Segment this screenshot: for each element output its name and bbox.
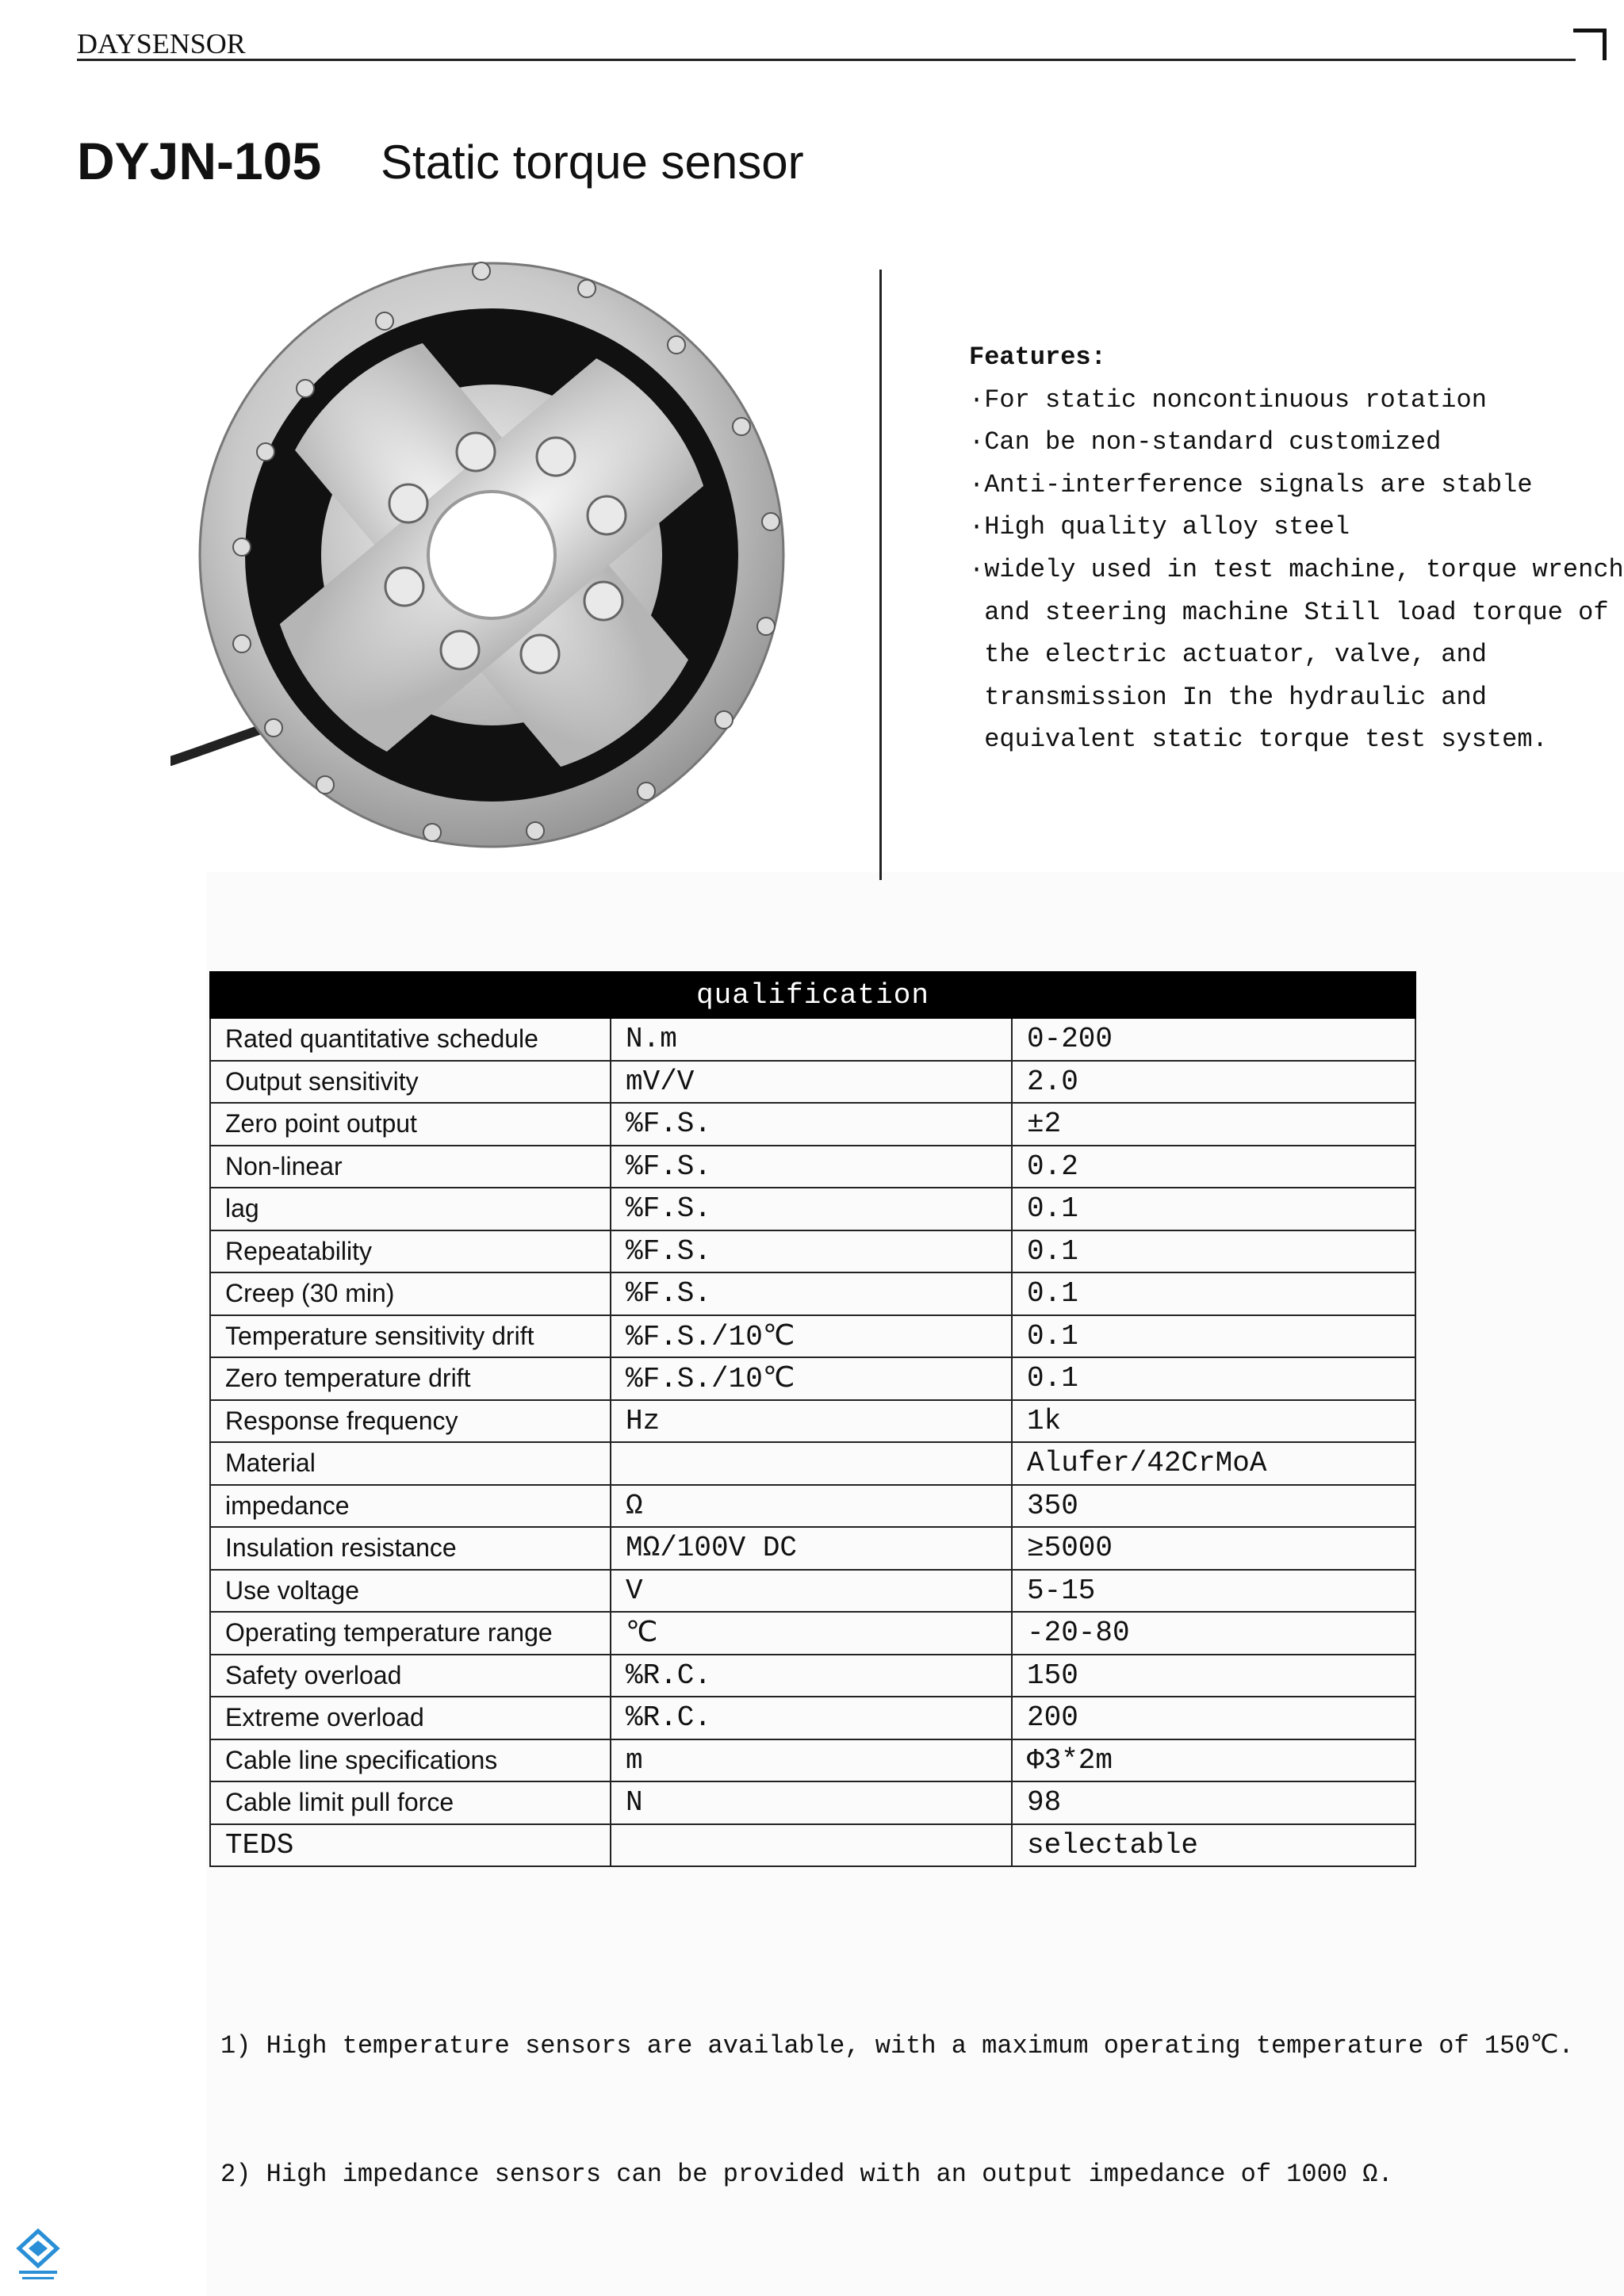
- unit-cell: ℃: [611, 1612, 1012, 1655]
- unit-cell: %F.S.: [611, 1188, 1012, 1230]
- value-cell: 0.1: [1012, 1315, 1415, 1358]
- header-rule: [77, 59, 1576, 61]
- unit-cell: %F.S./10℃: [611, 1357, 1012, 1400]
- param-cell: Extreme overload: [210, 1697, 611, 1739]
- feature-line: and steering machine Still load torque of: [969, 597, 1609, 627]
- value-cell: 350: [1012, 1485, 1415, 1528]
- unit-cell: %F.S.: [611, 1272, 1012, 1315]
- param-cell: impedance: [210, 1485, 611, 1528]
- feature-line: the electric actuator, valve, and: [969, 640, 1487, 670]
- param-cell: Repeatability: [210, 1230, 611, 1273]
- param-cell: Zero temperature drift: [210, 1357, 611, 1400]
- value-cell: 0.1: [1012, 1272, 1415, 1315]
- value-cell: 1k: [1012, 1400, 1415, 1443]
- feature-line: transmission In the hydraulic and: [969, 682, 1487, 712]
- param-cell: Creep (30 min): [210, 1272, 611, 1315]
- value-cell: 2.0: [1012, 1061, 1415, 1104]
- table-row: [210, 1188, 1415, 1230]
- value-cell: Alufer/42CrMoA: [1012, 1442, 1415, 1485]
- model-number: DYJN-105: [77, 132, 322, 190]
- param-cell: Rated quantitative schedule: [210, 1018, 611, 1061]
- unit-cell: mV/V: [611, 1061, 1012, 1104]
- unit-cell: Ω: [611, 1485, 1012, 1528]
- note-line: 2) High impedance sensors can be provided with an output impedance of 1000 Ω.: [220, 2160, 1393, 2189]
- table-row: [210, 1357, 1415, 1400]
- features-title: Features:: [969, 342, 1106, 372]
- table-row: [210, 1739, 1415, 1782]
- value-cell: -20-80: [1012, 1612, 1415, 1655]
- unit-cell: %F.S.: [611, 1146, 1012, 1188]
- param-cell: Use voltage: [210, 1570, 611, 1613]
- company-logo-icon: [14, 2228, 62, 2283]
- table-row: [210, 1230, 1415, 1273]
- table-row: [210, 1612, 1415, 1655]
- unit-cell: %F.S./10℃: [611, 1315, 1012, 1358]
- value-cell: 200: [1012, 1697, 1415, 1739]
- unit-cell: %F.S.: [611, 1103, 1012, 1146]
- table-header-row: [210, 972, 1415, 1018]
- table-row: [210, 1527, 1415, 1570]
- table-row: [210, 1018, 1415, 1061]
- table-row: [210, 1103, 1415, 1146]
- brand-name: DAYSENSOR: [77, 28, 246, 59]
- product-subtitle: Static torque sensor: [381, 136, 804, 189]
- unit-cell: [611, 1824, 1012, 1867]
- unit-cell: Hz: [611, 1400, 1012, 1443]
- unit-cell: %F.S.: [611, 1230, 1012, 1273]
- note-line: 1) High temperature sensors are available, with a maximum operating temperature of 150℃.: [220, 2031, 1574, 2061]
- feature-line: ·High quality alloy steel: [969, 512, 1350, 542]
- table-row: [210, 1655, 1415, 1697]
- param-cell: Material: [210, 1442, 611, 1485]
- table-row: [210, 1781, 1415, 1824]
- param-cell: Non-linear: [210, 1146, 611, 1188]
- param-cell: TEDS: [210, 1824, 611, 1867]
- feature-line: ·widely used in test machine, torque wrench: [969, 554, 1624, 584]
- vertical-divider: [879, 270, 882, 880]
- value-cell: 150: [1012, 1655, 1415, 1697]
- value-cell: 0.1: [1012, 1188, 1415, 1230]
- param-cell: Output sensitivity: [210, 1061, 611, 1104]
- feature-line: ·Anti-interference signals are stable: [969, 469, 1533, 499]
- table-row: [210, 1570, 1415, 1613]
- value-cell: 98: [1012, 1781, 1415, 1824]
- table-row: [210, 1272, 1415, 1315]
- feature-line: ·Can be non-standard customized: [969, 427, 1442, 457]
- param-cell: Zero point output: [210, 1103, 611, 1146]
- param-cell: Insulation resistance: [210, 1527, 611, 1570]
- value-cell: 0.1: [1012, 1357, 1415, 1400]
- table-header: qualification: [210, 972, 1415, 1018]
- table-row: [210, 1315, 1415, 1358]
- table-row: [210, 1442, 1415, 1485]
- unit-cell: N.m: [611, 1018, 1012, 1061]
- param-cell: Cable line specifications: [210, 1739, 611, 1782]
- value-cell: 0.2: [1012, 1146, 1415, 1188]
- param-cell: lag: [210, 1188, 611, 1230]
- table-row: [210, 1485, 1415, 1528]
- value-cell: 0-200: [1012, 1018, 1415, 1061]
- param-cell: Temperature sensitivity drift: [210, 1315, 611, 1358]
- corner-mark-icon: [1573, 29, 1607, 60]
- value-cell: 5-15: [1012, 1570, 1415, 1613]
- value-cell: Φ3*2m: [1012, 1739, 1415, 1782]
- features-block: [969, 336, 1624, 761]
- unit-cell: MΩ/100V DC: [611, 1527, 1012, 1570]
- param-cell: Operating temperature range: [210, 1612, 611, 1655]
- unit-cell: %R.C.: [611, 1697, 1012, 1739]
- unit-cell: [611, 1442, 1012, 1485]
- table-row: [210, 1146, 1415, 1188]
- product-image: [170, 254, 805, 856]
- unit-cell: N: [611, 1781, 1012, 1824]
- table-row: [210, 1697, 1415, 1739]
- specification-table: [209, 971, 1416, 1867]
- value-cell: ≥5000: [1012, 1527, 1415, 1570]
- unit-cell: %R.C.: [611, 1655, 1012, 1697]
- unit-cell: m: [611, 1739, 1012, 1782]
- notes-block: [220, 1939, 1574, 2239]
- value-cell: 0.1: [1012, 1230, 1415, 1273]
- param-cell: Safety overload: [210, 1655, 611, 1697]
- table-row: [210, 1061, 1415, 1104]
- value-cell: selectable: [1012, 1824, 1415, 1867]
- feature-line: equivalent static torque test system.: [969, 725, 1548, 755]
- param-cell: Cable limit pull force: [210, 1781, 611, 1824]
- value-cell: ±2: [1012, 1103, 1415, 1146]
- feature-line: ·For static noncontinuous rotation: [969, 385, 1487, 415]
- unit-cell: V: [611, 1570, 1012, 1613]
- param-cell: Response frequency: [210, 1400, 611, 1443]
- table-row: [210, 1400, 1415, 1443]
- table-row: [210, 1824, 1415, 1867]
